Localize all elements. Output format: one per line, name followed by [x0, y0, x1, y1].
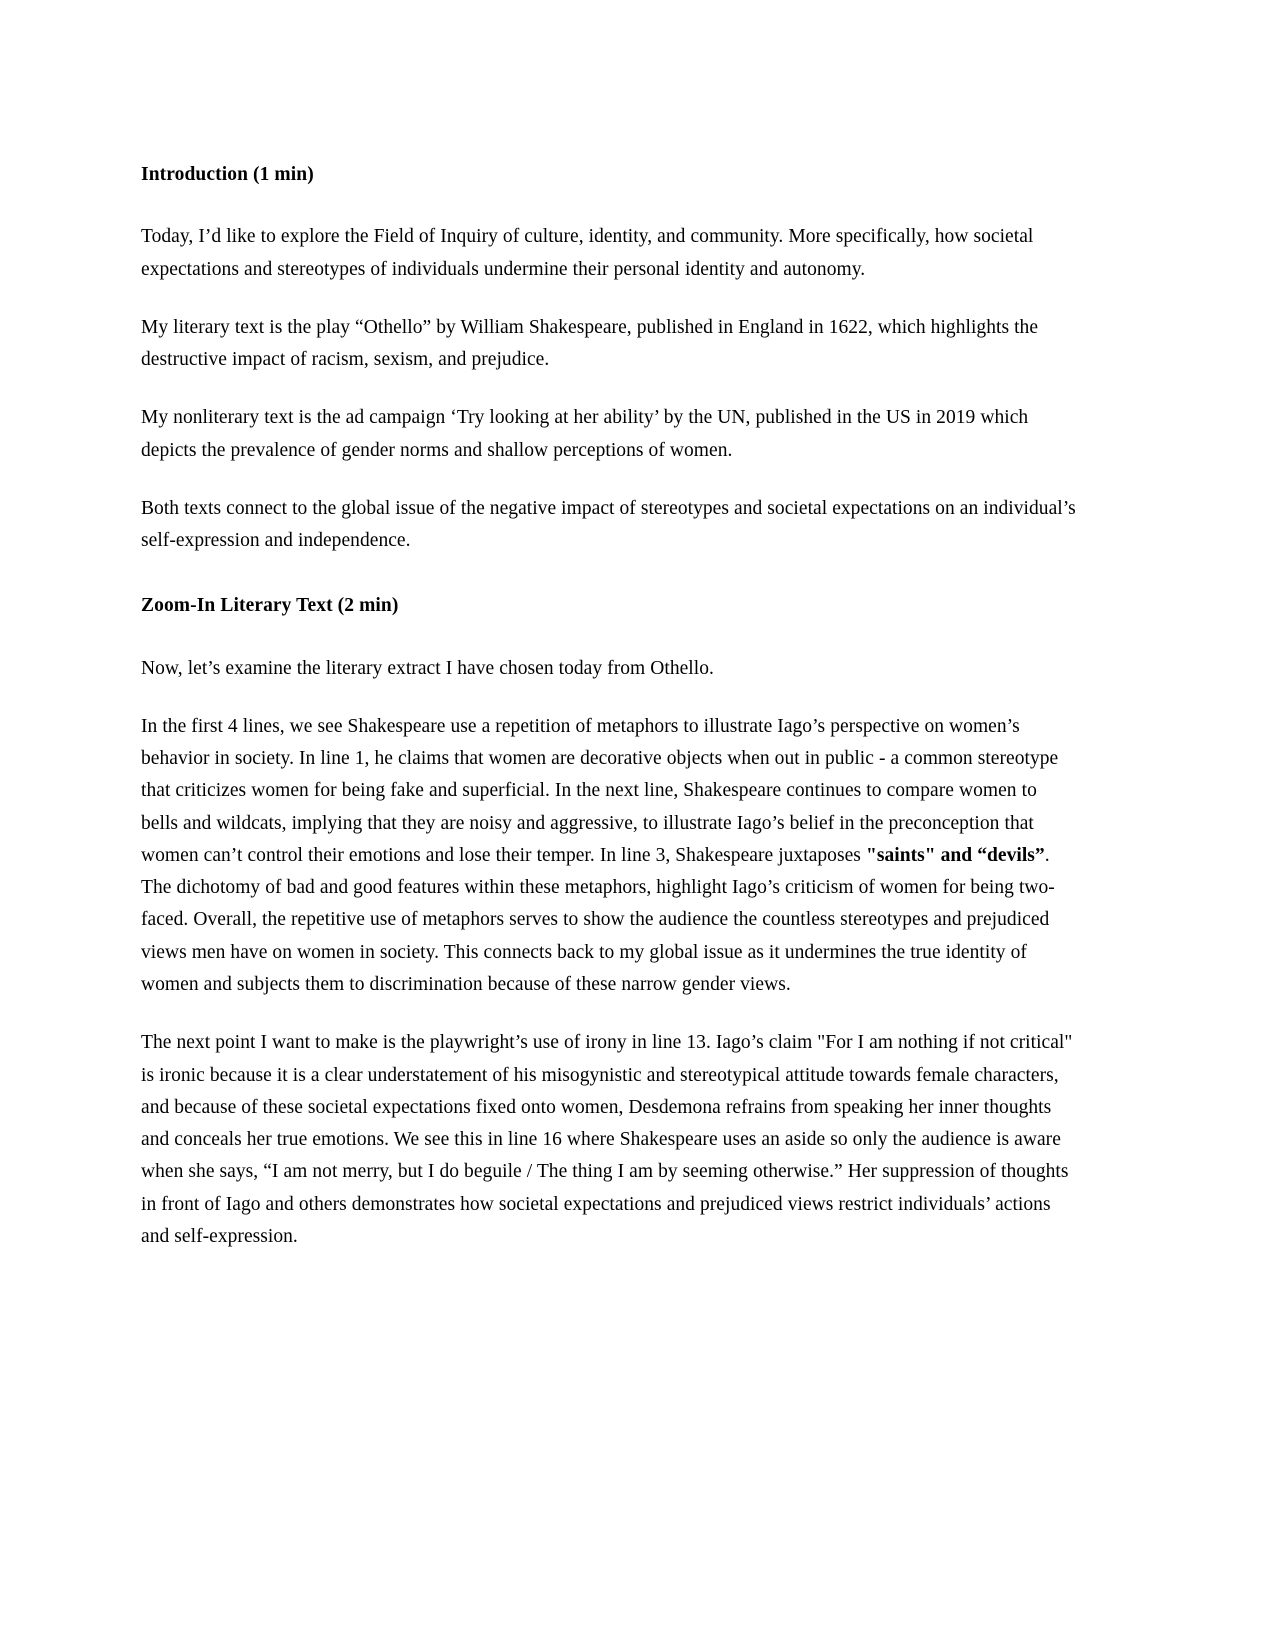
paragraph-examine-extract: Now, let’s examine the literary extract I have chosen today from Othello. — [141, 657, 714, 679]
section-introduction-heading-block — [141, 160, 1076, 189]
document-body — [141, 160, 1076, 1253]
heading-zoom-in-literary-text: Zoom-In Literary Text (2 min) — [141, 595, 399, 617]
text-segment: . The dichotomy of bad and good features within these metaphors, highlight Iago’s criticism of women for being two-faced. Overall, the repetitive use of metaphors serves to show the audience the countless stereotypes and prejudiced views men have on women in society. This connects back to my global issue as it undermines the true identity of women and subjects them to discrimination because of these narrow gender views. — [141, 844, 1055, 996]
section-zoom-in-heading-block — [141, 591, 1076, 620]
paragraph-block-examine-extract — [141, 653, 1076, 685]
paragraph-metaphors-analysis — [141, 711, 1076, 1001]
heading-introduction: Introduction (1 min) — [141, 164, 314, 185]
paragraph-block-field-of-inquiry — [141, 221, 1076, 286]
paragraph-block-literary-text — [141, 312, 1076, 377]
paragraph-literary-text: My literary text is the play “Othello” by William Shakespeare, published in England in 1622, which highlights the destructive impact of racism, sexism, and prejudice. — [141, 316, 1039, 371]
emphasized-text-segment: "saints" and “devils” — [865, 844, 1045, 866]
paragraph-block-global-issue — [141, 493, 1076, 558]
paragraph-block-nonliterary-text — [141, 402, 1076, 467]
paragraph-irony-analysis: The next point I want to make is the playwright’s use of irony in line 13. Iago’s claim "For I am nothing if not critical" is ironic because it is a clear understatement of his misogynistic and stereotypical attitude towards female characters, and because of these societal expectations fixed onto women, Desdemona refrains from speaking her inner thoughts and conceals her true emotions. We see this in line 16 where Shakespeare uses an aside so only the audience is aware when she says, “I am not merry, but I do beguile / The thing I am by seeming otherwise.” Her suppression of thoughts in front of Iago and others demonstrates how societal expectations and prejudiced views restrict individuals’ actions and self-expression. — [141, 1032, 1073, 1247]
paragraph-block-metaphors-analysis — [141, 711, 1076, 1001]
paragraph-block-irony-analysis — [141, 1027, 1076, 1253]
paragraph-field-of-inquiry: Today, I’d like to explore the Field of Inquiry of culture, identity, and community. More specifically, how societal expectations and stereotypes of individuals undermine their personal identity and autonomy. — [141, 226, 1034, 280]
paragraph-nonliterary-text: My nonliterary text is the ad campaign ‘Try looking at her ability’ by the UN, published in the US in 2019 which depicts the prevalence of gender norms and shallow perceptions of women. — [141, 407, 1029, 461]
paragraph-global-issue: Both texts connect to the global issue of the negative impact of stereotypes and societal expectations on an individual’s self-expression and independence. — [141, 497, 1076, 552]
text-segment: In the first 4 lines, we see Shakespeare use a repetition of metaphors to illustrate Iago’s perspective on women’s behavior in society. In line 1, he claims that women are decorative objects when out in public - a common stereotype that criticizes women for being fake and superficial. In the next line, Shakespeare continues to compare women to bells and wildcats, implying that they are noisy and aggressive, to illustrate Iago’s belief in the preconception that women can’t control their emotions and lose their temper. In line 3, Shakespeare juxtaposes — [141, 715, 1059, 866]
